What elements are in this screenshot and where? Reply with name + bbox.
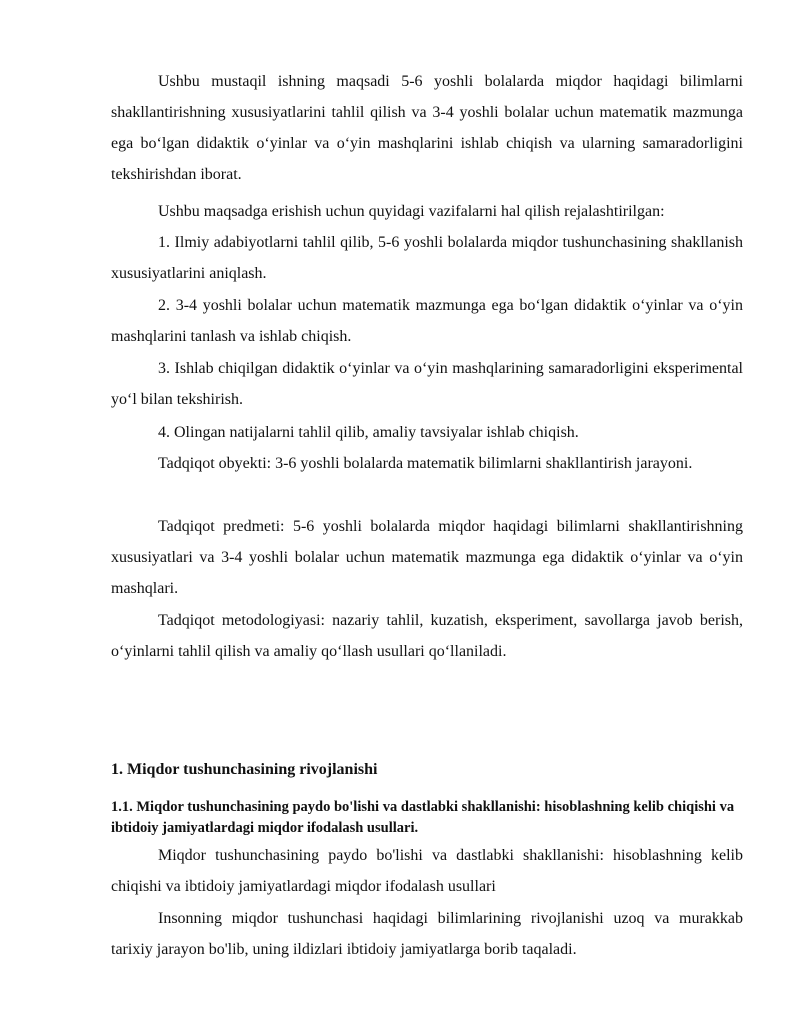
paragraph-tasks-intro: Ushbu maqsadga erishish uchun quyidagi vazifalarni hal qilish rejalashtirilgan: <box>158 203 665 220</box>
paragraph-task-1: 1. Ilmiy adabiyotlarni tahlil qilib, 5-6 yoshli bolalarda miqdor tushunchasining shakllanish xususiyatlarini aniqlash. <box>111 234 743 282</box>
paragraph-research-subject: Tadqiqot predmeti: 5-6 yoshli bolalarda miqdor haqidagi bilimlarni shakllantirishning xususiyatlari va 3-4 yoshli bolalar uchun matematik mazmunga ega didaktik o‘yinlar va o‘yin mashqlari. <box>111 518 743 597</box>
paragraph-section-body: Insonning miqdor tushunchasi haqidagi bilimlarining rivojlanishi uzoq va murakkab tarixiy jarayon bo'lib, uning ildizlari ibtidoiy jamiyatlarga borib taqaladi. <box>111 910 743 958</box>
paragraph-task-3: 3. Ishlab chiqilgan didaktik o‘yinlar va o‘yin mashqlarining samaradorligini eksperimental yo‘l bilan tekshirish. <box>111 360 743 408</box>
paragraph-research-object: Tadqiqot obyekti: 3-6 yoshli bolalarda matematik bilimlarni shakllantirish jarayoni. <box>158 455 693 472</box>
paragraph-methodology: Tadqiqot metodologiyasi: nazariy tahlil, kuzatish, eksperiment, savollarga javob berish, o‘yinlarni tahlil qilish va amaliy qo‘llash usullari qo‘llaniladi. <box>111 612 743 660</box>
subsection-heading: 1.1. Miqdor tushunchasining paydo bo'lishi va dastlabki shakllanishi: hisoblashning kelib chiqishi va ibtidoiy jamiyatlardagi miqdor ifodalash usullari. <box>111 799 735 836</box>
paragraph-section-intro: Miqdor tushunchasining paydo bo'lishi va dastlabki shakllanishi: hisoblashning kelib chiqishi va ibtidoiy jamiyatlardagi miqdor ifodalash usullari <box>111 847 743 895</box>
section-heading: 1. Miqdor tushunchasining rivojlanishi <box>111 761 378 778</box>
paragraph-task-2: 2. 3-4 yoshli bolalar uchun matematik mazmunga ega bo‘lgan didaktik o‘yinlar va o‘yin mashqlarini tanlash va ishlab chiqish. <box>111 297 743 345</box>
paragraph-task-4: 4. Olingan natijalarni tahlil qilib, amaliy tavsiyalar ishlab chiqish. <box>158 424 579 441</box>
paragraph-purpose: Ushbu mustaqil ishning maqsadi 5-6 yoshli bolalarda miqdor haqidagi bilimlarni shakllantirishning xususiyatlarini tahlil qilish va 3-4 yoshli bolalar uchun matematik mazmunga ega bo‘lgan didaktik o‘yinlar va o‘yin mashqlarini ishlab chiqish va ularning samaradorligini tekshirishdan iborat. <box>111 73 743 183</box>
